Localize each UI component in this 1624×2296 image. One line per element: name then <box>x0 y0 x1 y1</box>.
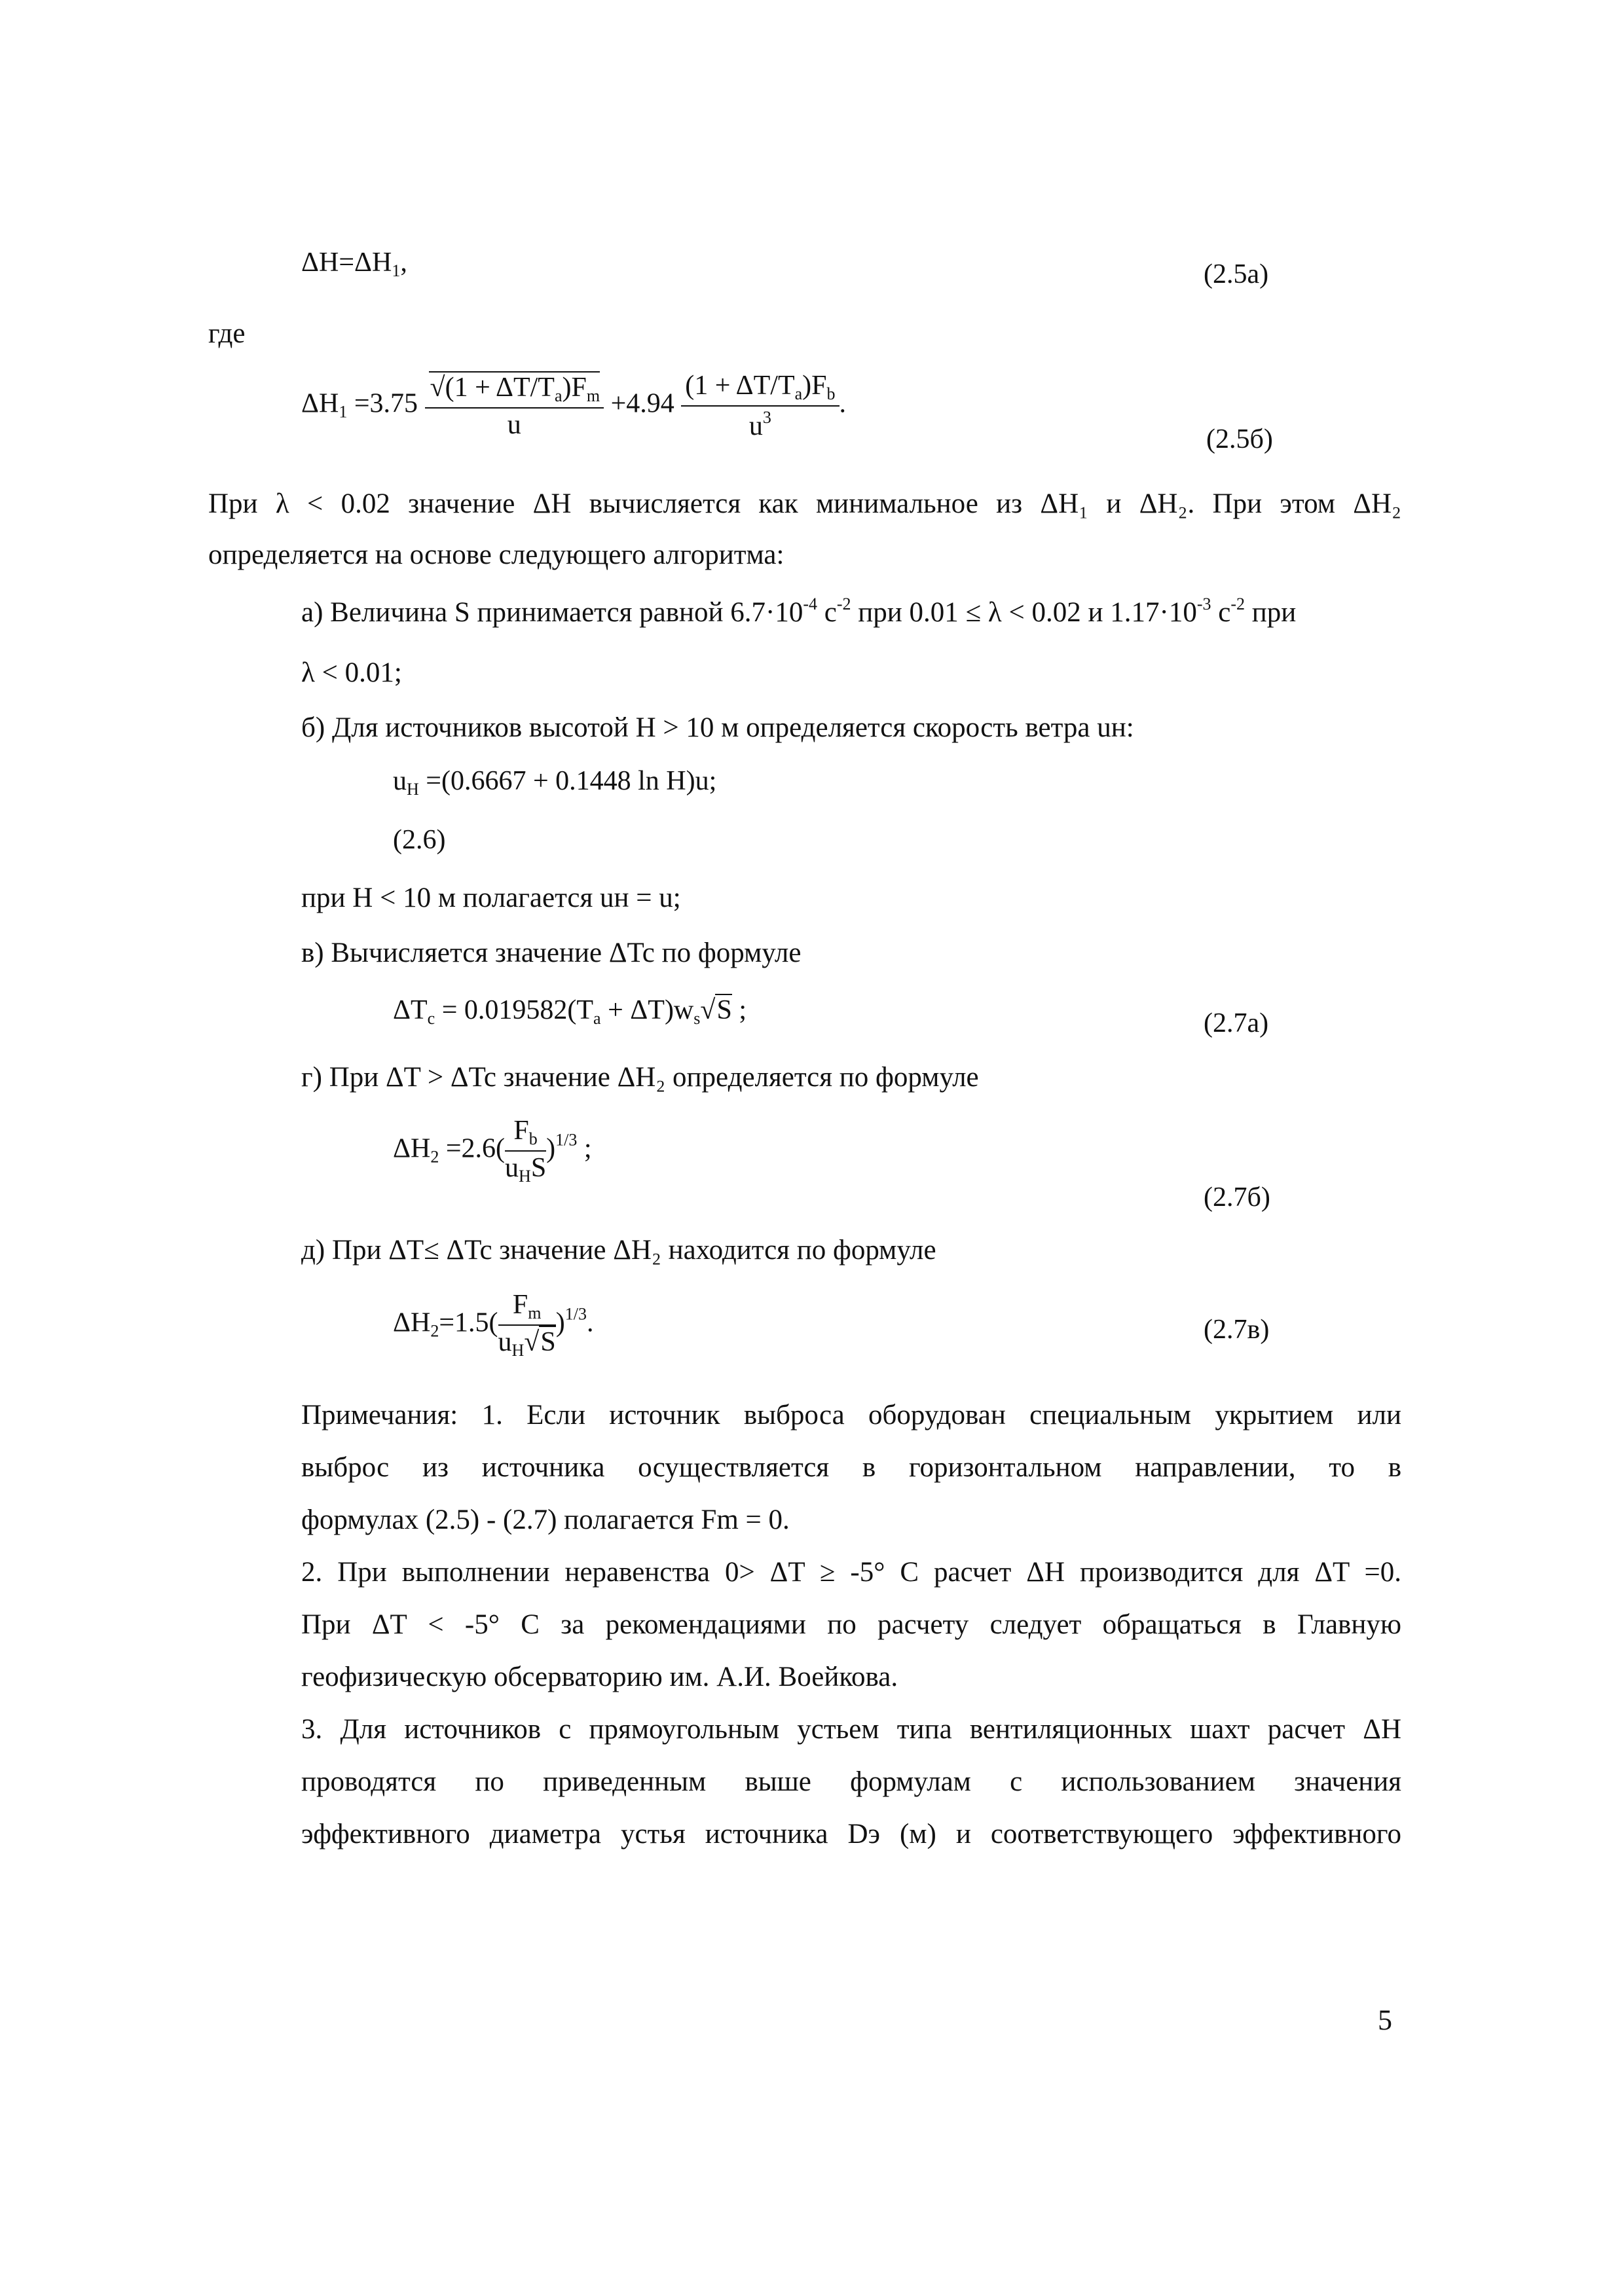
item-v-formula-sub3: s <box>693 1009 701 1028</box>
term-2-num-b: )F <box>802 371 827 401</box>
item-a-line2: λ < 0.01; <box>301 657 402 688</box>
term-1-num-sub-b: m <box>586 386 600 405</box>
item-v-formula-sqrt: S <box>716 995 732 1025</box>
item-a-text-d: с <box>1211 597 1231 628</box>
item-d-den-sqrt: S <box>540 1327 556 1357</box>
note-1-line1: Примечания: 1. Если источник выброса оборудован специальным укрытием или <box>301 1400 1401 1430</box>
item-a-text-c: при 0.01 ≤ λ < 0.02 и 1.17·10 <box>851 597 1197 628</box>
item-g-num-sub: b <box>528 1129 538 1148</box>
item-b-formula-sub: H <box>407 780 419 799</box>
item-g-den-sub: H <box>519 1167 531 1186</box>
item-a-text-b: с <box>817 597 837 628</box>
item-d-num: F <box>512 1290 528 1320</box>
item-d-den-root: √S <box>524 1327 556 1357</box>
equation-2-5a-number: (2.5а) <box>1204 259 1269 289</box>
equation-2-5b-plus: +4.94 <box>604 388 674 419</box>
item-v-formula-end: ; <box>731 995 747 1025</box>
equation-2-5a-tail: , <box>400 247 407 278</box>
item-b-line1: б) Для источников высотой H > 10 м определяется скорость ветра uн: <box>301 712 1134 743</box>
item-g-den-s: S <box>530 1153 547 1183</box>
item-a-sup2: -2 <box>836 594 851 613</box>
term-2-den-sup: 3 <box>762 408 771 427</box>
item-g-den-u: u <box>505 1153 519 1183</box>
item-b-formula <box>393 767 716 798</box>
equation-2-5b-end: . <box>839 388 847 419</box>
item-d-eq: =1.5( <box>439 1307 498 1338</box>
note-2-line2: При ΔT < -5° C за рекомендациями по расчету следует обращаться в Главную <box>301 1609 1401 1640</box>
fraction-term-2 <box>681 372 839 440</box>
item-d-line1: д) При ΔT≤ ΔTc значение ΔH₂ находится по формуле <box>301 1235 936 1266</box>
note-1-line2: выброс из источника осуществляется в горизонтальном направлении, то в <box>301 1452 1401 1483</box>
term-2-num-a: (1 + ΔT/T <box>685 371 795 401</box>
note-3-line1: 3. Для источников с прямоугольным устьем типа вентиляционных шахт расчет ΔH <box>301 1714 1401 1745</box>
equation-2-5b-lhs: ΔH <box>301 388 339 419</box>
item-d-den-sub: H <box>511 1341 525 1360</box>
term-2-num-sub-b: b <box>826 384 836 403</box>
item-d-end: . <box>586 1307 594 1338</box>
term-1-num-a: (1 + ΔT/T <box>445 372 555 403</box>
item-g-line1: г) При ΔT > ΔTc значение ΔH₂ определяется по формуле <box>301 1062 979 1093</box>
item-a-sup4: -2 <box>1230 594 1246 613</box>
item-a-sup3: -3 <box>1196 594 1211 613</box>
item-v-formula-a: ΔT <box>393 995 428 1025</box>
equation-2-5b-number: (2.5б) <box>1206 424 1273 454</box>
term-2-den: u <box>748 411 763 441</box>
term-1-den: u <box>507 409 521 440</box>
equation-2-7b-number: (2.7б) <box>1204 1182 1270 1212</box>
equation-2-7v-number: (2.7в) <box>1204 1315 1270 1345</box>
item-g-lhs-sub: 2 <box>430 1147 439 1167</box>
equation-2-6-number: (2.6) <box>393 825 446 855</box>
item-g-end: ; <box>577 1133 592 1164</box>
equation-2-7a-number: (2.7а) <box>1204 1008 1269 1038</box>
fraction-term-1 <box>425 374 604 439</box>
paragraph-lambda-line1: При λ < 0.02 значение ΔH вычисляется как минимальное из ΔH₁ и ΔH₂. При этом ΔH₂ <box>208 488 1401 519</box>
item-d-lhs: ΔH <box>393 1307 431 1338</box>
item-a-text-e: при <box>1245 597 1297 628</box>
item-d-close: ) <box>555 1307 565 1338</box>
page-number: 5 <box>1378 2004 1392 2036</box>
item-g-eq: =2.6( <box>439 1133 506 1164</box>
term-2-num-sub-a: a <box>794 384 803 403</box>
item-g-power: 1/3 <box>555 1130 578 1150</box>
item-d-den-u: u <box>498 1327 512 1357</box>
note-2-line3: геофизическую обсерваторию им. А.И. Воейкова. <box>301 1662 898 1692</box>
item-d-power: 1/3 <box>564 1304 587 1324</box>
item-d-formula <box>393 1291 593 1359</box>
item-v-formula-c: + ΔT)w <box>600 995 694 1025</box>
item-b-formula-rest: =(0.6667 + 0.1448 ln H)u; <box>418 766 717 796</box>
note-3-line3: эффективного диаметра устья источника Dэ (м) и соответствующего эффективного <box>301 1819 1401 1850</box>
item-a-sup1: -4 <box>803 594 818 613</box>
equation-2-5b-eq: =3.75 <box>347 388 418 419</box>
note-3-line2: проводятся по приведенным выше формулам с использованием значения <box>301 1766 1401 1797</box>
paragraph-lambda-line2: определяется на основе следующего алгоритма: <box>208 539 784 570</box>
equation-2-5a-formula: ΔH=ΔH <box>301 247 392 278</box>
sqrt-term-1: $√(1 + \Delta T/T_a)F_m$ <box>430 372 600 405</box>
item-v-formula-b: = 0.019582(T <box>435 995 594 1025</box>
item-v-formula-sub2: a <box>593 1009 601 1028</box>
item-b-line3: при H < 10 м полагается uн = u; <box>301 883 681 913</box>
term-1-num-b: )F <box>562 372 587 403</box>
item-b-formula-u: u <box>393 766 407 796</box>
item-g-fraction <box>505 1117 546 1185</box>
item-d-fraction <box>498 1291 556 1359</box>
item-g-num: F <box>513 1116 529 1146</box>
equation-2-5b <box>301 372 846 440</box>
item-d-num-sub: m <box>528 1303 542 1322</box>
item-a-line1 <box>301 596 1296 627</box>
item-v-formula-root: √S <box>700 995 732 1025</box>
item-v-formula <box>393 996 747 1027</box>
equation-2-5b-lhs-sub: 1 <box>339 402 348 422</box>
where-word: где <box>208 318 246 349</box>
note-2-line1: 2. При выполнении неравенства 0> ΔT ≥ -5° C расчет ΔH производится для ΔT =0. <box>301 1557 1401 1588</box>
item-v-formula-sub1: c <box>427 1009 435 1028</box>
item-g-lhs: ΔH <box>393 1133 431 1164</box>
item-g-formula <box>393 1117 592 1185</box>
equation-2-5a-sub: 1 <box>392 261 401 280</box>
term-1-num-sub-a: a <box>554 386 563 405</box>
item-a-text-a: а) Величина S принимается равной 6.7·10 <box>301 597 803 628</box>
equation-2-5a <box>301 249 407 280</box>
note-1-line3: формулах (2.5) - (2.7) полагается Fm = 0. <box>301 1504 790 1535</box>
item-v-line1: в) Вычисляется значение ΔTc по формуле <box>301 938 802 968</box>
item-d-lhs-sub: 2 <box>430 1321 439 1341</box>
item-g-close: ) <box>546 1133 556 1164</box>
